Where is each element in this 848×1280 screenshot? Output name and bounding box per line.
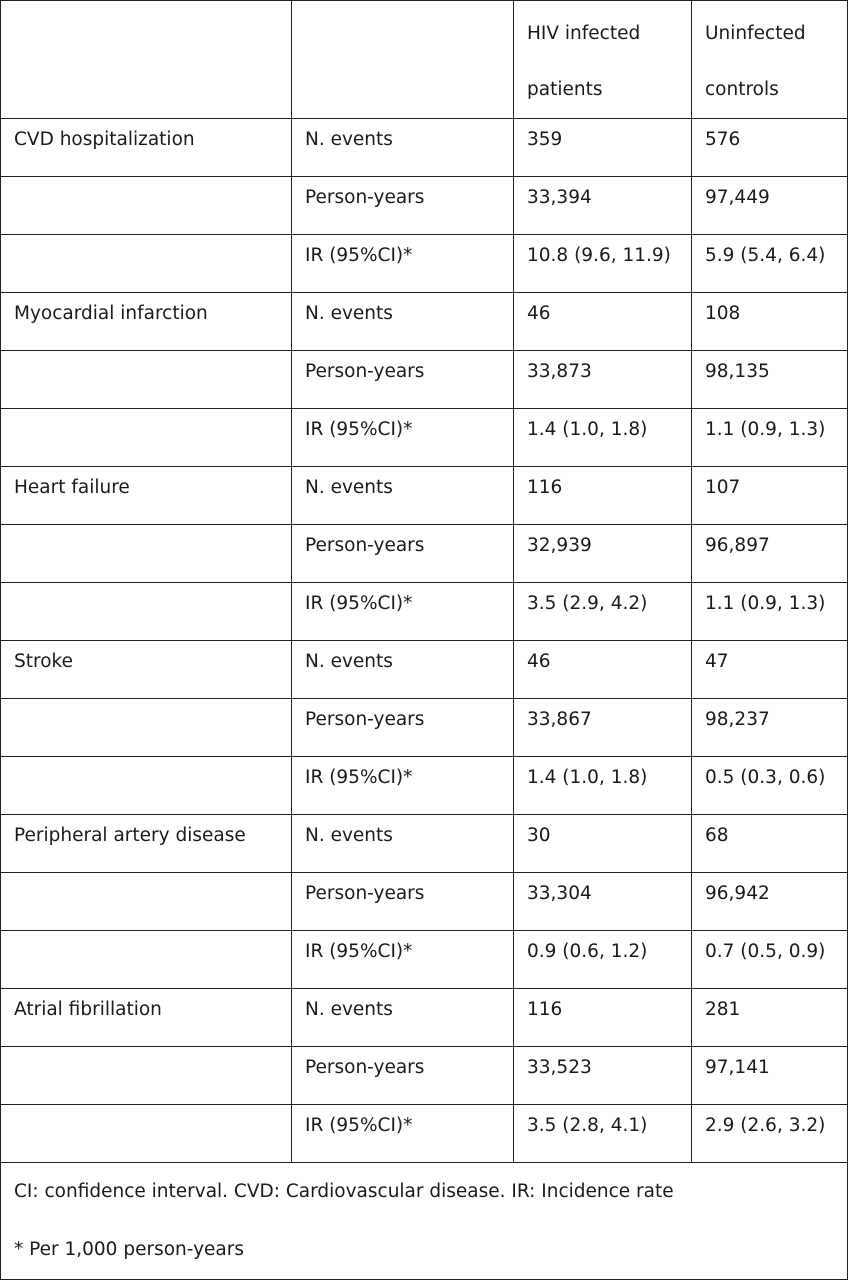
control-value-cell: 98,237 bbox=[692, 699, 848, 757]
table-row bbox=[1, 815, 848, 873]
hiv-value-cell: 3.5 (2.9, 4.2) bbox=[514, 583, 692, 641]
measure-cell: Person-years bbox=[292, 351, 514, 409]
hiv-value-cell: 33,523 bbox=[514, 1047, 692, 1105]
table-row bbox=[1, 293, 848, 351]
hiv-value-cell: 33,873 bbox=[514, 351, 692, 409]
table-row bbox=[1, 699, 848, 757]
hiv-value-cell: 359 bbox=[514, 119, 692, 177]
header-cell-hiv bbox=[514, 1, 692, 119]
control-value-cell: 1.1 (0.9, 1.3) bbox=[692, 409, 848, 467]
header-hiv-line2: patients bbox=[527, 79, 603, 100]
hiv-value-cell: 3.5 (2.8, 4.1) bbox=[514, 1105, 692, 1163]
table-row bbox=[1, 351, 848, 409]
footnote-rate-unit: * Per 1,000 person-years bbox=[14, 1239, 245, 1260]
measure-cell: Person-years bbox=[292, 525, 514, 583]
measure-cell: Person-years bbox=[292, 1047, 514, 1105]
footnote-cell bbox=[1, 1163, 848, 1280]
outcome-cell bbox=[1, 699, 292, 757]
measure-cell: N. events bbox=[292, 467, 514, 525]
hiv-value-cell: 116 bbox=[514, 467, 692, 525]
outcome-cell: Atrial fibrillation bbox=[1, 989, 292, 1047]
outcome-cell bbox=[1, 873, 292, 931]
header-controls-line2: controls bbox=[705, 79, 779, 100]
hiv-value-cell: 46 bbox=[514, 293, 692, 351]
table-row bbox=[1, 873, 848, 931]
control-value-cell: 5.9 (5.4, 6.4) bbox=[692, 235, 848, 293]
measure-cell: Person-years bbox=[292, 699, 514, 757]
measure-cell: Person-years bbox=[292, 873, 514, 931]
measure-cell: IR (95%CI)* bbox=[292, 757, 514, 815]
outcome-cell: Heart failure bbox=[1, 467, 292, 525]
table-header-row bbox=[1, 1, 848, 119]
control-value-cell: 0.7 (0.5, 0.9) bbox=[692, 931, 848, 989]
control-value-cell: 108 bbox=[692, 293, 848, 351]
measure-cell: Person-years bbox=[292, 177, 514, 235]
outcome-cell bbox=[1, 931, 292, 989]
measure-cell: IR (95%CI)* bbox=[292, 1105, 514, 1163]
control-value-cell: 0.5 (0.3, 0.6) bbox=[692, 757, 848, 815]
table-row bbox=[1, 1047, 848, 1105]
control-value-cell: 97,141 bbox=[692, 1047, 848, 1105]
control-value-cell: 98,135 bbox=[692, 351, 848, 409]
table-row bbox=[1, 1105, 848, 1163]
control-value-cell: 96,942 bbox=[692, 873, 848, 931]
hiv-value-cell: 1.4 (1.0, 1.8) bbox=[514, 409, 692, 467]
measure-cell: N. events bbox=[292, 293, 514, 351]
control-value-cell: 2.9 (2.6, 3.2) bbox=[692, 1105, 848, 1163]
outcome-cell: Myocardial infarction bbox=[1, 293, 292, 351]
measure-cell: N. events bbox=[292, 815, 514, 873]
header-cell-outcome bbox=[1, 1, 292, 119]
outcome-cell bbox=[1, 409, 292, 467]
hiv-value-cell: 32,939 bbox=[514, 525, 692, 583]
outcome-cell: Stroke bbox=[1, 641, 292, 699]
table-row bbox=[1, 989, 848, 1047]
measure-cell: IR (95%CI)* bbox=[292, 409, 514, 467]
table-row bbox=[1, 641, 848, 699]
hiv-value-cell: 10.8 (9.6, 11.9) bbox=[514, 235, 692, 293]
header-hiv-line1: HIV infected bbox=[527, 23, 641, 44]
measure-cell: N. events bbox=[292, 989, 514, 1047]
control-value-cell: 281 bbox=[692, 989, 848, 1047]
table-row bbox=[1, 409, 848, 467]
outcome-cell bbox=[1, 235, 292, 293]
outcome-cell bbox=[1, 177, 292, 235]
hiv-value-cell: 46 bbox=[514, 641, 692, 699]
footnote-abbreviations: CI: confidence interval. CVD: Cardiovascular disease. IR: Incidence rate bbox=[14, 1181, 674, 1202]
control-value-cell: 96,897 bbox=[692, 525, 848, 583]
measure-cell: IR (95%CI)* bbox=[292, 583, 514, 641]
header-cell-measure bbox=[292, 1, 514, 119]
hiv-value-cell: 116 bbox=[514, 989, 692, 1047]
table-row bbox=[1, 757, 848, 815]
table-row bbox=[1, 583, 848, 641]
control-value-cell: 68 bbox=[692, 815, 848, 873]
control-value-cell: 47 bbox=[692, 641, 848, 699]
control-value-cell: 107 bbox=[692, 467, 848, 525]
outcome-cell: Peripheral artery disease bbox=[1, 815, 292, 873]
header-cell-controls bbox=[692, 1, 848, 119]
outcome-cell bbox=[1, 351, 292, 409]
footnote-row bbox=[1, 1163, 848, 1280]
table-row bbox=[1, 235, 848, 293]
outcome-cell bbox=[1, 757, 292, 815]
outcome-cell: CVD hospitalization bbox=[1, 119, 292, 177]
table-row bbox=[1, 525, 848, 583]
hiv-value-cell: 1.4 (1.0, 1.8) bbox=[514, 757, 692, 815]
outcome-cell bbox=[1, 1047, 292, 1105]
hiv-value-cell: 0.9 (0.6, 1.2) bbox=[514, 931, 692, 989]
hiv-value-cell: 33,867 bbox=[514, 699, 692, 757]
measure-cell: N. events bbox=[292, 641, 514, 699]
measure-cell: N. events bbox=[292, 119, 514, 177]
table-row bbox=[1, 177, 848, 235]
hiv-value-cell: 33,394 bbox=[514, 177, 692, 235]
header-controls-line1: Uninfected bbox=[705, 23, 806, 44]
control-value-cell: 576 bbox=[692, 119, 848, 177]
measure-cell: IR (95%CI)* bbox=[292, 235, 514, 293]
table-row bbox=[1, 931, 848, 989]
control-value-cell: 1.1 (0.9, 1.3) bbox=[692, 583, 848, 641]
table-row bbox=[1, 467, 848, 525]
outcome-cell bbox=[1, 583, 292, 641]
measure-cell: IR (95%CI)* bbox=[292, 931, 514, 989]
outcome-cell bbox=[1, 525, 292, 583]
control-value-cell: 97,449 bbox=[692, 177, 848, 235]
table-row bbox=[1, 119, 848, 177]
hiv-value-cell: 33,304 bbox=[514, 873, 692, 931]
hiv-value-cell: 30 bbox=[514, 815, 692, 873]
outcome-cell bbox=[1, 1105, 292, 1163]
